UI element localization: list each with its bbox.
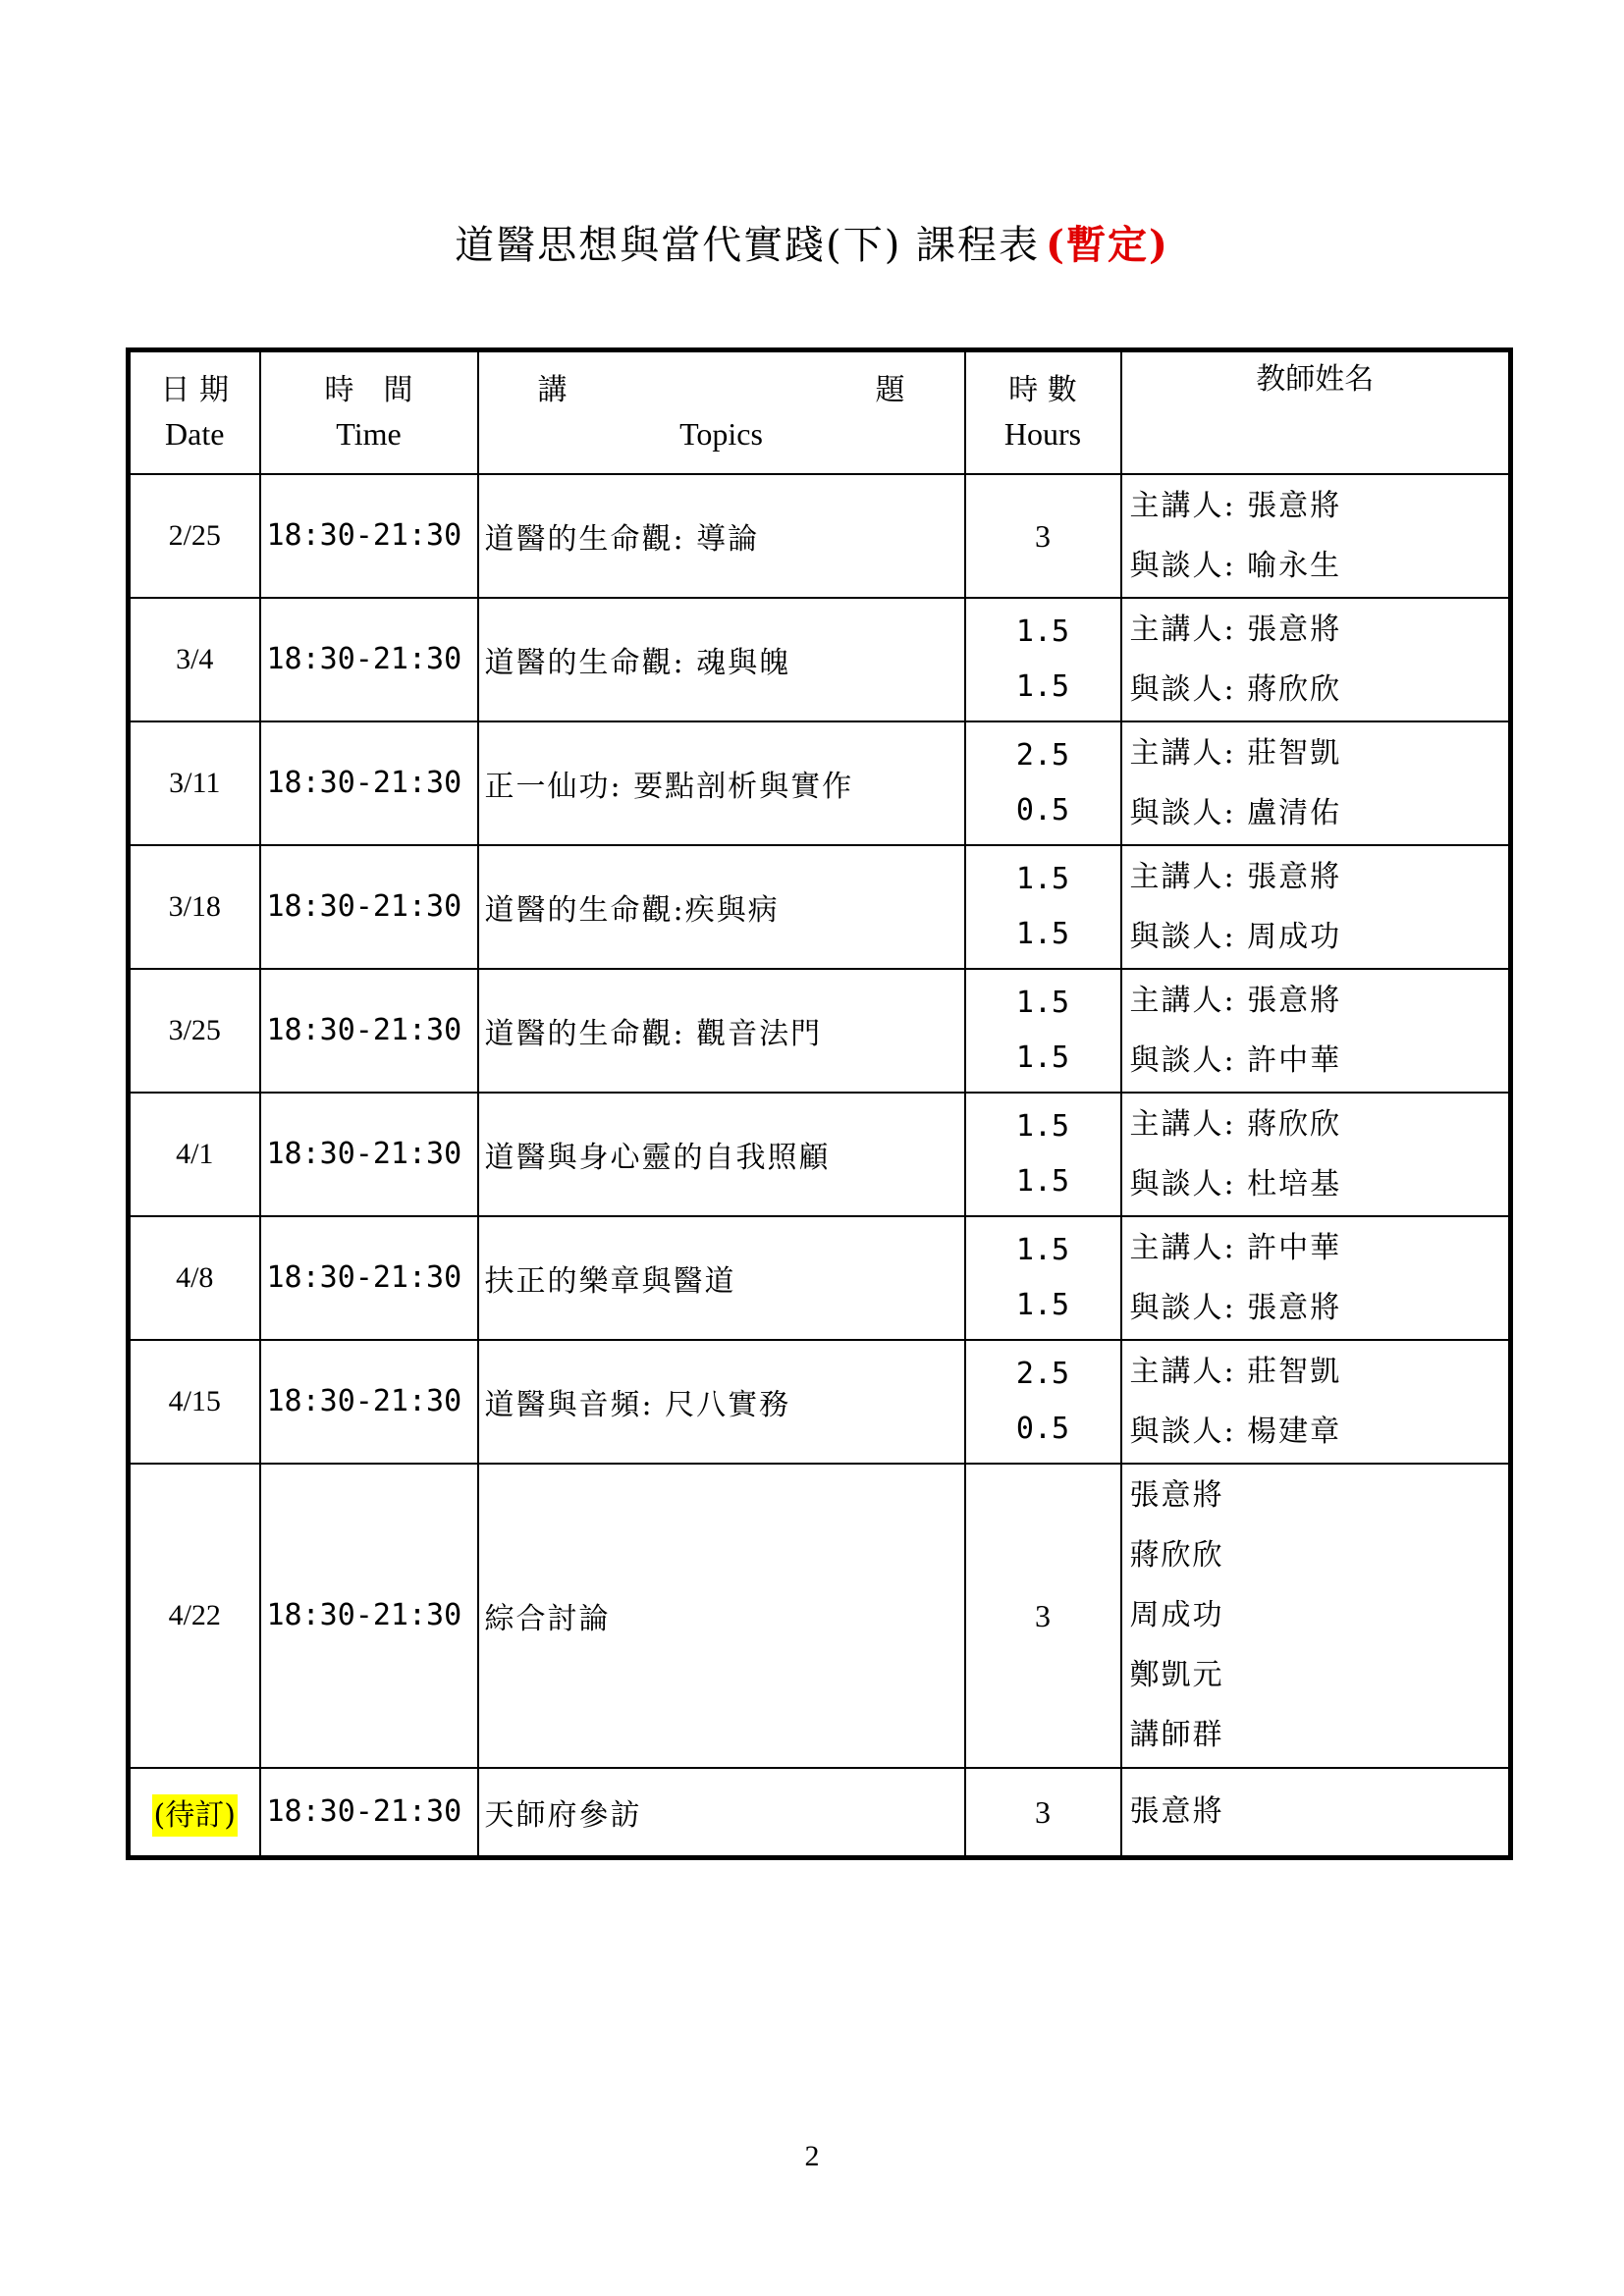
page-title — [0, 216, 1624, 275]
time-cell: 18:30-21:30 — [260, 969, 478, 1093]
teacher-name: 蔣欣欣 — [1129, 1538, 1224, 1573]
date-cell — [129, 598, 260, 721]
teacher-cell — [1121, 845, 1511, 969]
teacher-cell — [1121, 721, 1511, 845]
header-date-en: Date — [165, 416, 225, 453]
time-cell: 18:30-21:30 — [260, 1464, 478, 1768]
teacher-cell — [1121, 1216, 1511, 1340]
teacher-name: 周成功 — [1129, 1598, 1224, 1632]
hours-value: 1.5 — [1015, 916, 1070, 951]
table-row — [129, 1464, 1511, 1768]
teacher-name: 與談人: 盧清佑 — [1129, 795, 1342, 830]
hours-cell — [965, 1340, 1121, 1464]
hours-cell — [965, 1093, 1121, 1216]
hours-value: 0.5 — [1015, 792, 1070, 828]
header-topics-en: Topics — [679, 416, 763, 453]
teacher-name: 主講人: 莊智凱 — [1129, 735, 1342, 771]
hours-value: 0.5 — [1015, 1411, 1070, 1446]
hours-value: 1.5 — [1015, 1108, 1070, 1144]
date-text: 4/22 — [168, 1598, 221, 1631]
header-time — [260, 350, 478, 474]
title-main: 道醫思想與當代實踐(下) 課程表 — [455, 223, 1041, 268]
table-row — [129, 721, 1511, 845]
date-text: 4/15 — [168, 1384, 221, 1417]
hours-value: 1.5 — [1015, 614, 1070, 649]
teacher-name: 主講人: 張意將 — [1129, 488, 1342, 523]
header-hours — [965, 350, 1121, 474]
topic-cell: 道醫的生命觀: 導論 — [478, 474, 965, 598]
header-topics-zh-left: 講 — [537, 373, 568, 408]
time-cell: 18:30-21:30 — [260, 721, 478, 845]
date-cell — [129, 969, 260, 1093]
table-row — [129, 1093, 1511, 1216]
teacher-cell — [1121, 969, 1511, 1093]
teacher-cell — [1121, 1340, 1511, 1464]
hours-value: 1.5 — [1015, 985, 1070, 1020]
teacher-name: 講師群 — [1129, 1718, 1224, 1752]
header-time-zh: 時 間 — [324, 373, 413, 408]
teacher-name: 主講人: 許中華 — [1129, 1230, 1342, 1265]
teacher-cell — [1121, 474, 1511, 598]
topic-cell: 道醫的生命觀:疾與病 — [478, 845, 965, 969]
hours-value: 3 — [1035, 517, 1051, 554]
teacher-cell — [1121, 1768, 1511, 1858]
hours-cell — [965, 474, 1121, 598]
topic-cell: 扶正的樂章與醫道 — [478, 1216, 965, 1340]
hours-cell — [965, 721, 1121, 845]
header-hours-zh: 時 數 — [1008, 373, 1077, 408]
topic-cell: 道醫的生命觀: 觀音法門 — [478, 969, 965, 1093]
time-cell: 18:30-21:30 — [260, 598, 478, 721]
time-cell: 18:30-21:30 — [260, 1340, 478, 1464]
teacher-name: 主講人: 張意將 — [1129, 983, 1342, 1018]
date-cell — [129, 721, 260, 845]
header-time-en: Time — [336, 416, 402, 453]
header-hours-en: Hours — [1003, 416, 1082, 453]
topic-cell: 綜合討論 — [478, 1464, 965, 1768]
teacher-name: 主講人: 張意將 — [1129, 612, 1342, 647]
hours-cell — [965, 845, 1121, 969]
date-text: 3/18 — [168, 889, 221, 923]
date-text: 3/11 — [169, 766, 221, 799]
teacher-cell — [1121, 1464, 1511, 1768]
course-schedule-table — [126, 347, 1513, 1860]
teacher-name: 主講人: 張意將 — [1129, 859, 1342, 894]
date-cell — [129, 474, 260, 598]
date-text: 4/8 — [176, 1260, 214, 1294]
date-text: 3/4 — [176, 642, 214, 675]
teacher-name: 與談人: 許中華 — [1129, 1042, 1342, 1078]
time-cell: 18:30-21:30 — [260, 845, 478, 969]
hours-cell — [965, 598, 1121, 721]
teacher-name: 鄭凱元 — [1129, 1658, 1224, 1692]
time-cell: 18:30-21:30 — [260, 474, 478, 598]
table-row — [129, 845, 1511, 969]
date-cell — [129, 845, 260, 969]
header-topics — [478, 350, 965, 474]
teacher-name: 與談人: 張意將 — [1129, 1290, 1342, 1325]
hours-value: 2.5 — [1015, 1356, 1070, 1391]
table-row — [129, 474, 1511, 598]
teacher-cell — [1121, 598, 1511, 721]
date-text: 2/25 — [168, 518, 221, 552]
header-row — [129, 350, 1511, 474]
hours-value: 3 — [1035, 1793, 1051, 1830]
hours-value: 3 — [1035, 1597, 1051, 1633]
date-cell — [129, 1464, 260, 1768]
topic-cell: 天師府參訪 — [478, 1768, 965, 1858]
page-number: 2 — [804, 2140, 820, 2172]
topic-cell: 道醫與身心靈的自我照顧 — [478, 1093, 965, 1216]
hours-value: 1.5 — [1015, 1163, 1070, 1199]
teacher-name: 與談人: 楊建章 — [1129, 1414, 1342, 1449]
table-row — [129, 598, 1511, 721]
topic-cell: 道醫的生命觀: 魂與魄 — [478, 598, 965, 721]
title-draft-label: (暫定) — [1046, 222, 1169, 268]
header-date-zh: 日 期 — [160, 373, 230, 408]
hours-cell — [965, 1768, 1121, 1858]
hours-value: 1.5 — [1015, 668, 1070, 704]
teacher-name: 張意將 — [1129, 1794, 1224, 1830]
hours-cell — [965, 1464, 1121, 1768]
table-row — [129, 1768, 1511, 1858]
teacher-name: 與談人: 杜培基 — [1129, 1166, 1342, 1201]
hours-value: 1.5 — [1015, 1287, 1070, 1322]
date-cell — [129, 1340, 260, 1464]
header-date — [129, 350, 260, 474]
header-teacher-zh: 教師姓名 — [1256, 362, 1375, 397]
hours-value: 1.5 — [1015, 1040, 1070, 1075]
date-cell — [129, 1768, 260, 1858]
table-row — [129, 1216, 1511, 1340]
date-text: 3/25 — [168, 1013, 221, 1046]
hours-cell — [965, 1216, 1121, 1340]
date-cell — [129, 1216, 260, 1340]
teacher-name: 與談人: 喻永生 — [1129, 548, 1342, 583]
header-topics-zh-right: 題 — [875, 373, 905, 408]
time-cell: 18:30-21:30 — [260, 1093, 478, 1216]
header-teacher — [1121, 350, 1511, 474]
teacher-cell — [1121, 1093, 1511, 1216]
time-cell: 18:30-21:30 — [260, 1768, 478, 1858]
topic-cell: 正一仙功: 要點剖析與實作 — [478, 721, 965, 845]
date-text: (待訂) — [152, 1794, 238, 1837]
topic-cell: 道醫與音頻: 尺八實務 — [478, 1340, 965, 1464]
table-row — [129, 969, 1511, 1093]
hours-value: 2.5 — [1015, 737, 1070, 773]
hours-value: 1.5 — [1015, 1232, 1070, 1267]
date-cell — [129, 1093, 260, 1216]
date-text: 4/1 — [176, 1137, 214, 1170]
time-cell: 18:30-21:30 — [260, 1216, 478, 1340]
teacher-name: 主講人: 蔣欣欣 — [1129, 1106, 1342, 1142]
teacher-name: 與談人: 蔣欣欣 — [1129, 671, 1342, 707]
hours-cell — [965, 969, 1121, 1093]
teacher-name: 張意將 — [1129, 1478, 1224, 1513]
teacher-name: 主講人: 莊智凱 — [1129, 1354, 1342, 1389]
table-row — [129, 1340, 1511, 1464]
teacher-name: 與談人: 周成功 — [1129, 919, 1342, 954]
hours-value: 1.5 — [1015, 861, 1070, 896]
